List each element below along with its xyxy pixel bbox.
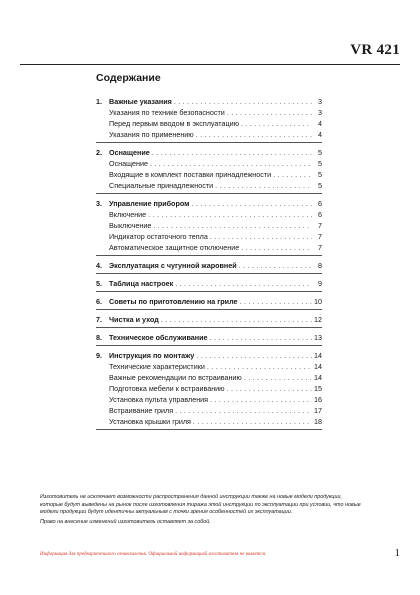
entry-title: Важные рекомендации по встраиванию (109, 373, 242, 382)
disclaimer-rights: Право на внесение изменений изготовитель оставляет за собой. (40, 518, 211, 525)
toc-entry[interactable] (96, 129, 322, 140)
page-ref: 5 (318, 159, 322, 168)
toc-entry[interactable] (96, 169, 322, 180)
entry-title: Автоматическое защитное отключение (109, 243, 240, 252)
entry-title: Технические характеристики (109, 362, 205, 371)
section-number: 3. (96, 199, 102, 208)
entry-title: Установка пульта управления (109, 395, 209, 404)
toc-section-heading[interactable] (96, 147, 322, 158)
entry-title: Включение (109, 210, 147, 219)
section-number: 8. (96, 333, 102, 342)
page-ref: 8 (318, 261, 322, 270)
toc-section (96, 198, 322, 256)
page-ref: 14 (314, 351, 322, 360)
toc-section (96, 350, 322, 430)
toc-entry[interactable] (96, 242, 322, 253)
toc-entry[interactable] (96, 372, 322, 383)
section-title: Важные указания (109, 97, 172, 106)
page-ref: 15 (314, 384, 322, 393)
dot-leader (227, 107, 312, 118)
dot-leader (241, 118, 312, 129)
toc-title: Содержание (96, 72, 161, 84)
page-ref: 7 (318, 221, 322, 230)
toc-section-heading[interactable] (96, 314, 322, 325)
toc-section-heading[interactable] (96, 350, 322, 361)
section-title: Управление прибором (109, 199, 190, 208)
dot-leader (196, 129, 312, 140)
toc-section (96, 314, 322, 328)
page-ref: 5 (318, 170, 322, 179)
entry-title: Перед первым вводом в эксплуатацию (109, 119, 239, 128)
page-ref: 14 (314, 373, 322, 382)
toc-entry[interactable] (96, 107, 322, 118)
toc-section (96, 260, 322, 274)
dot-leader (210, 231, 312, 242)
page-ref: 7 (318, 232, 322, 241)
section-title: Советы по приготовлению на гриле (109, 297, 238, 306)
dot-leader (196, 350, 312, 361)
page-ref: 18 (314, 417, 322, 426)
toc-section (96, 332, 322, 346)
toc-entry[interactable] (96, 118, 322, 129)
entry-title: Индикатор остаточного тепла (109, 232, 208, 241)
page-ref: 4 (318, 119, 322, 128)
section-title: Чистка и уход (109, 315, 159, 324)
dot-leader (210, 332, 312, 343)
section-number: 4. (96, 261, 102, 270)
toc-section-heading[interactable] (96, 278, 322, 289)
dot-leader (175, 405, 312, 416)
page-ref: 6 (318, 210, 322, 219)
page-ref: 4 (318, 130, 322, 139)
page-ref: 6 (318, 199, 322, 208)
dot-leader (240, 296, 312, 307)
entry-title: Подготовка мебели к встраиванию (109, 384, 225, 393)
toc-section-heading[interactable] (96, 296, 322, 307)
page-ref: 12 (314, 315, 322, 324)
dot-leader (153, 220, 312, 231)
toc-section (96, 296, 322, 310)
dot-leader (241, 242, 312, 253)
dot-leader (210, 394, 312, 405)
dot-leader (207, 361, 312, 372)
toc-entry[interactable] (96, 220, 322, 231)
toc-section (96, 278, 322, 292)
section-title: Оснащение (109, 148, 150, 157)
toc-entry[interactable] (96, 158, 322, 169)
dot-leader (174, 96, 312, 107)
page-ref: 10 (314, 297, 322, 306)
toc-entry[interactable] (96, 231, 322, 242)
section-number: 9. (96, 351, 102, 360)
dot-leader (191, 198, 312, 209)
toc-section-heading[interactable] (96, 96, 322, 107)
page-ref: 14 (314, 362, 322, 371)
page-ref: 3 (318, 108, 322, 117)
section-title: Таблица настроек (109, 279, 174, 288)
disclaimer (40, 494, 365, 528)
dot-leader (148, 209, 312, 220)
section-number: 7. (96, 315, 102, 324)
section-number: 2. (96, 148, 102, 157)
section-title: Инструкция по монтажу (109, 351, 195, 360)
entry-title: Установка крышки гриля (109, 417, 191, 426)
section-title: Техническое обслуживание (109, 333, 208, 342)
page-ref: 17 (314, 406, 322, 415)
dot-leader (215, 180, 312, 191)
page-ref: 7 (318, 243, 322, 252)
dot-leader (150, 158, 312, 169)
footer-note: Информация для предварительного ознакомления. Официальной информацией изготовителя не является. (40, 552, 267, 557)
page-ref: 13 (314, 333, 322, 342)
entry-title: Входящие в комплект поставки принадлежности (109, 170, 272, 179)
section-number: 5. (96, 279, 102, 288)
entry-title: Указания по применению (109, 130, 194, 139)
page-ref: 3 (318, 97, 322, 106)
toc-entry[interactable] (96, 383, 322, 394)
model-name: VR 421 (350, 42, 400, 58)
toc-entry[interactable] (96, 416, 322, 427)
toc-entry[interactable] (96, 394, 322, 405)
entry-title: Указания по технике безопасности (109, 108, 225, 117)
toc-entry[interactable] (96, 361, 322, 372)
dot-leader (239, 260, 312, 271)
dot-leader (227, 383, 312, 394)
page-number: 1 (394, 547, 400, 559)
dot-leader (244, 372, 312, 383)
disclaimer-paragraph: Изготовитель не исключает возможности распространения данной инструкции также на новые модели продукции, которые будут выведены на рынок после изготовления тиража этой инструкции по эксплуатации при условии, что новые модели продукции будут идентичны актуальным с точки зрения особенностей их эксплуатации. (40, 494, 361, 516)
toc-section (96, 147, 322, 194)
page-ref: 9 (318, 279, 322, 288)
toc-entry[interactable] (96, 405, 322, 416)
dot-leader (161, 314, 312, 325)
page-ref: 5 (318, 181, 322, 190)
dot-leader (193, 416, 312, 427)
entry-title: Выключение (109, 221, 152, 230)
toc-section (96, 96, 322, 143)
entry-title: Оснащение (109, 159, 148, 168)
section-number: 1. (96, 97, 102, 106)
section-title: Эксплуатация с чугунной жаровней (109, 261, 237, 270)
page-ref: 5 (318, 148, 322, 157)
dot-leader (273, 169, 312, 180)
toc-section-heading[interactable] (96, 332, 322, 343)
page-ref: 16 (314, 395, 322, 404)
toc-section-heading[interactable] (96, 260, 322, 271)
toc-entry[interactable] (96, 180, 322, 191)
section-number: 6. (96, 297, 102, 306)
dot-leader (175, 278, 312, 289)
table-of-contents (96, 96, 322, 434)
toc-section-heading[interactable] (96, 198, 322, 209)
dot-leader (152, 147, 312, 158)
header-rule (20, 64, 400, 65)
toc-entry[interactable] (96, 209, 322, 220)
entry-title: Встраивание гриля (109, 406, 174, 415)
entry-title: Специальные принадлежности (109, 181, 214, 190)
